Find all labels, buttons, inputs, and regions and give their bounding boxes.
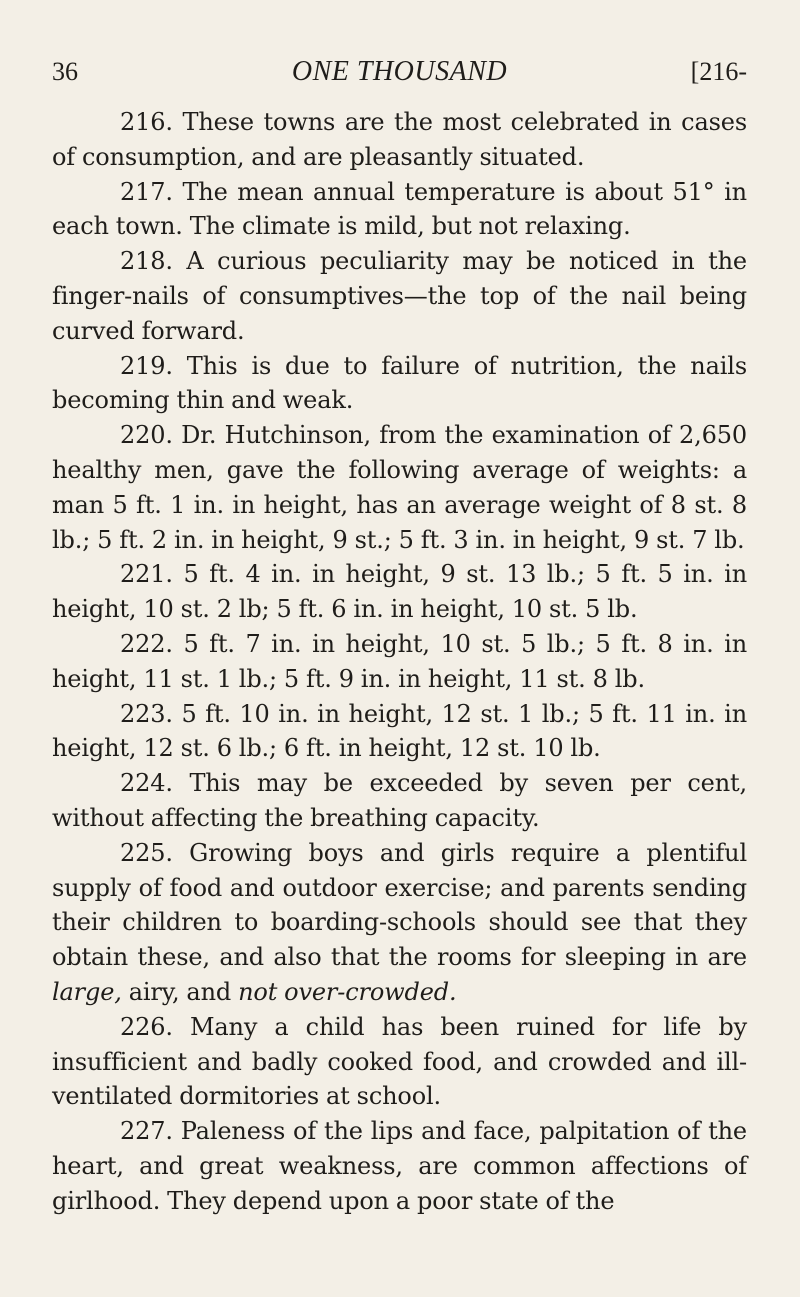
paragraph-text: 5 ft. 10 in. in height, 12 st. 1 lb.; 5 ft. 11 in. in height, 12 st. 6 lb.; 6 ft. in height, 12 st. 10 lb.	[52, 699, 748, 763]
paragraph-217	[52, 175, 747, 245]
paragraph-number: 224.	[120, 769, 173, 798]
paragraph-number: 218.	[120, 247, 173, 276]
paragraph-text: Paleness of the lips and face, palpitation of the heart, and great weakness, are common affections of girlhood. They depend upon a poor state of the	[52, 1117, 747, 1215]
paragraph-number: 223.	[120, 699, 173, 728]
paragraph-text: Many a child has been ruined for life by insufficient and badly cooked food, and crowded and ill-ventilated dormitories at school.	[52, 1012, 747, 1111]
emphasis-large: large,	[52, 977, 122, 1006]
paragraph-220	[52, 418, 747, 557]
paragraph-226	[52, 1010, 747, 1114]
paragraph-number: 216.	[120, 108, 173, 136]
paragraph-number: 220.	[120, 421, 173, 450]
paragraph-223	[52, 697, 747, 767]
paragraph-number: 225.	[120, 838, 173, 867]
body-text	[52, 105, 747, 1219]
paragraph-text: The mean annual temperature is about 51° in each town. The climate is mild, but not relaxing.	[52, 177, 747, 241]
paragraph-number: 217.	[120, 177, 173, 206]
paragraph-number: 222.	[120, 629, 173, 658]
paragraph-text: 5 ft. 4 in. in height, 9 st. 13 lb.; 5 ft. 5 in. in height, 10 st. 2 lb; 5 ft. 6 in. in height, 10 st. 5 lb.	[52, 560, 748, 624]
paragraph-221	[52, 557, 747, 627]
paragraph-224	[52, 766, 747, 836]
section-range: [216-	[690, 57, 747, 86]
running-title: ONE THOUSAND	[291, 56, 508, 87]
paragraph-222	[52, 627, 747, 697]
paragraph-number: 219.	[120, 351, 173, 380]
paragraph-227	[52, 1114, 747, 1218]
paragraph-number: 221.	[120, 560, 173, 589]
paragraph-text: This is due to failure of nutrition, the nails becoming thin and weak.	[52, 351, 747, 415]
page-number: 36	[52, 57, 78, 86]
paragraph-text: Dr. Hutchinson, from the examination of 2,650 healthy men, gave the following average of weights: a man 5 ft. 1 in. in height, has an average weight of 8 st. 8 lb.; 5 ft. 2 in. in height, 9 st.; 5 ft. 3 in. in height, 9 st. 7 lb.	[52, 421, 747, 554]
paragraph-text: This may be exceeded by seven per cent, without affecting the breathing capacity.	[52, 769, 747, 832]
paragraph-text: 5 ft. 7 in. in height, 10 st. 5 lb.; 5 ft. 8 in. in height, 11 st. 1 lb.; 5 ft. 9 in. in height, 11 st. 8 lb.	[52, 629, 748, 693]
paragraph-216	[52, 105, 747, 175]
paragraph-text: Growing boys and girls require a plentiful supply of food and outdoor exercise; and parents sending their children to boarding-schools should see that they obtain these, and also that the rooms for sleeping in are	[52, 838, 747, 972]
emphasis-not-over-crowded: not over-crowded.	[238, 977, 457, 1006]
page-header	[52, 52, 747, 92]
paragraph-text: A curious peculiarity may be noticed in the finger-nails of consumptives—the top of the nail being curved forward.	[52, 247, 747, 345]
paragraph-218	[52, 244, 747, 348]
paragraph-number: 227.	[120, 1117, 173, 1146]
paragraph-219	[52, 349, 747, 419]
paragraph-text: These towns are the most celebrated in cases of consumption, and are pleasantly situated.	[52, 108, 747, 171]
paragraph-number: 226.	[120, 1012, 173, 1041]
paragraph-text: airy, and	[121, 977, 239, 1006]
paragraph-225	[52, 836, 747, 1010]
